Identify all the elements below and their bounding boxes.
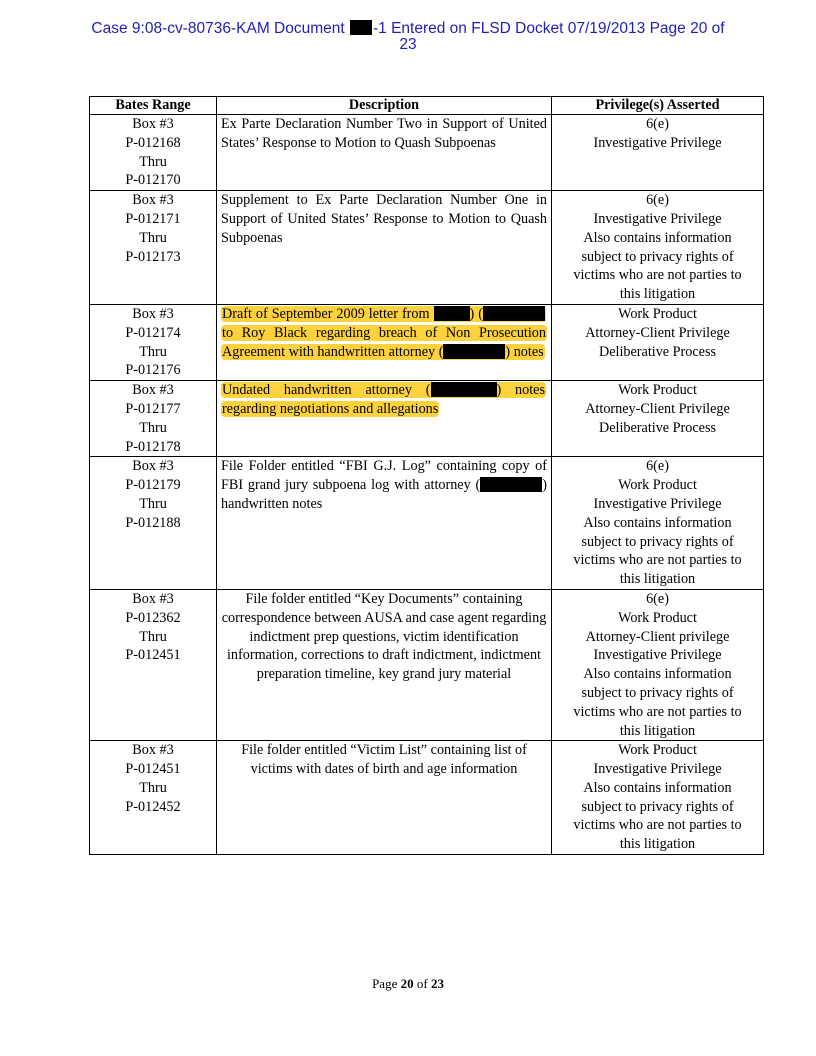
bates-start: P-012177 (125, 400, 181, 417)
bates-end: P-012188 (125, 514, 181, 531)
footer-page-number: 20 (400, 976, 414, 991)
privilege-item: victims who are not parties to (573, 703, 742, 720)
description-text: ) notes (505, 343, 544, 360)
privilege-item: Work Product (618, 305, 697, 322)
bates-box: Box #3 (132, 116, 174, 132)
highlighted-text (221, 382, 546, 417)
privilege-item: Investigative Privilege (593, 134, 722, 151)
bates-range-cell (90, 741, 217, 855)
privilege-item: Investigative Privilege (593, 761, 722, 778)
description-cell: File folder entitled “Key Documents” containing correspondence between AUSA and case agent regarding indictment prep questions, victim identification information, corrections to draft indictment, indictment preparation timeline, key grand jury material (217, 589, 552, 740)
privilege-item: this litigation (619, 722, 696, 739)
privileges-cell (552, 589, 764, 740)
privilege-item: Work Product (618, 477, 697, 494)
bates-thru: Thru (139, 343, 167, 360)
table-row (90, 457, 764, 590)
bates-start: P-012171 (125, 210, 181, 227)
privileges-cell (552, 457, 764, 590)
footer-page-total: 23 (430, 976, 444, 991)
privilege-item: 6(e) (646, 116, 669, 132)
privilege-item: 6(e) (646, 192, 669, 209)
bates-thru: Thru (139, 495, 167, 512)
privileges-cell (552, 115, 764, 191)
description-cell: Ex Parte Declaration Number Two in Support of United States’ Response to Motion to Quash Subpoenas (217, 115, 552, 191)
privilege-item: Investigative Privilege (593, 210, 722, 227)
case-header-text-2: -1 Entered on FLSD Docket 07/19/2013 Page 20 of (373, 20, 725, 37)
bates-range-cell (90, 115, 217, 191)
redaction-block (434, 306, 470, 321)
bates-thru: Thru (139, 419, 167, 436)
description-text: ) (469, 305, 475, 322)
bates-thru: Thru (139, 779, 167, 796)
redaction-block (480, 477, 542, 492)
description-cell (217, 304, 552, 380)
bates-range-cell (90, 381, 217, 457)
description-text: Undated handwritten attorney ( (222, 382, 431, 399)
bates-start: P-012174 (125, 324, 181, 341)
description-cell (217, 381, 552, 457)
privilege-item: Work Product (618, 742, 697, 759)
bates-thru: Thru (139, 229, 167, 246)
privilege-item: subject to privacy rights of (581, 248, 734, 265)
description-cell (217, 457, 552, 590)
bates-end: P-012178 (125, 438, 181, 455)
column-header-description: Description (217, 97, 552, 115)
bates-start: P-012451 (125, 761, 181, 778)
redaction-block (350, 20, 372, 35)
privilege-item: Also contains information (583, 229, 732, 246)
bates-start: P-012168 (125, 134, 181, 151)
description-cell: Supplement to Ex Parte Declaration Number One in Support of United States’ Response to Motion to Quash Subpoenas (217, 191, 552, 305)
table-header-row (90, 97, 764, 115)
bates-start: P-012179 (125, 477, 181, 494)
bates-end: P-012451 (125, 647, 181, 664)
bates-box: Box #3 (132, 458, 174, 475)
bates-end: P-012170 (125, 172, 181, 189)
case-header-line-2: 23 (399, 36, 417, 53)
bates-box: Box #3 (132, 742, 174, 759)
privilege-item: Deliberative Process (598, 419, 716, 436)
highlighted-text (221, 306, 547, 360)
bates-end: P-012173 (125, 248, 181, 265)
bates-start: P-012362 (125, 609, 181, 626)
privilege-item: Attorney-Client privilege (585, 628, 730, 645)
column-header-privileges: Privilege(s) Asserted (552, 97, 764, 115)
table-row (90, 304, 764, 380)
table-row (90, 191, 764, 305)
bates-end: P-012176 (125, 362, 181, 379)
footer-of: of (413, 976, 431, 991)
privilege-item: 6(e) (646, 590, 669, 607)
description-text: regarding negotiations and allegations (222, 400, 439, 417)
privilege-item: Work Product (618, 609, 697, 626)
description-text: ) notes (496, 382, 545, 399)
privilege-item: Investigative Privilege (593, 495, 722, 512)
bates-range-cell (90, 589, 217, 740)
privilege-item: this litigation (619, 286, 696, 303)
table-row (90, 589, 764, 740)
bates-range-cell (90, 304, 217, 380)
privileges-cell (552, 741, 764, 855)
footer-prefix: Page (372, 976, 401, 991)
table-row (90, 381, 764, 457)
bates-end: P-012452 (125, 798, 181, 815)
description-text: ( (478, 305, 483, 322)
description-text: File Folder entitled “FBI G.J. Log” containing copy of FBI grand jury subpoena log with attorney ( (221, 458, 547, 494)
privilege-item: subject to privacy rights of (581, 684, 734, 701)
redaction-block (443, 344, 505, 359)
privilege-item: Also contains information (583, 779, 732, 796)
privilege-item: Investigative Privilege (593, 647, 722, 664)
privilege-item: Work Product (618, 382, 697, 399)
description-text: Draft of September 2009 letter from (222, 305, 430, 322)
table-row (90, 741, 764, 855)
privileges-cell (552, 381, 764, 457)
privilege-item: Also contains information (583, 666, 732, 683)
redaction-block (431, 382, 497, 397)
bates-box: Box #3 (132, 382, 174, 399)
privilege-item: subject to privacy rights of (581, 533, 734, 550)
table-row (90, 115, 764, 191)
bates-box: Box #3 (132, 590, 174, 607)
description-text: ) handwritten notes (221, 477, 547, 512)
privilege-item: Also contains information (583, 514, 732, 531)
privilege-item: Attorney-Client Privilege (585, 324, 730, 341)
page-footer (0, 976, 816, 992)
privileges-cell (552, 191, 764, 305)
privilege-item: this litigation (619, 571, 696, 588)
column-header-bates: Bates Range (90, 97, 217, 115)
description-text: ( (438, 343, 444, 360)
privileges-cell (552, 304, 764, 380)
description-cell: File folder entitled “Victim List” containing list of victims with dates of birth and age information (217, 741, 552, 855)
privilege-item: subject to privacy rights of (581, 798, 734, 815)
privilege-item: victims who are not parties to (573, 552, 742, 569)
bates-box: Box #3 (132, 305, 174, 322)
case-header (0, 20, 816, 53)
privilege-item: Attorney-Client Privilege (585, 400, 730, 417)
privilege-item: victims who are not parties to (573, 267, 742, 284)
case-header-text-1: Case 9:08-cv-80736-KAM Document (91, 20, 349, 37)
privilege-item: victims who are not parties to (573, 817, 742, 834)
privilege-item: Deliberative Process (598, 343, 716, 360)
privilege-log-table (89, 96, 764, 855)
bates-range-cell (90, 457, 217, 590)
bates-thru: Thru (139, 628, 167, 645)
bates-thru: Thru (139, 153, 167, 170)
case-header-line-1 (0, 20, 816, 37)
redaction-block (483, 306, 545, 321)
description-text: to Roy Black regarding breach of Non Prosecution Agreement with handwritten attorney (222, 324, 546, 360)
privilege-item: 6(e) (646, 458, 669, 475)
bates-box: Box #3 (132, 192, 174, 209)
bates-range-cell (90, 191, 217, 305)
privilege-item: this litigation (619, 836, 696, 853)
